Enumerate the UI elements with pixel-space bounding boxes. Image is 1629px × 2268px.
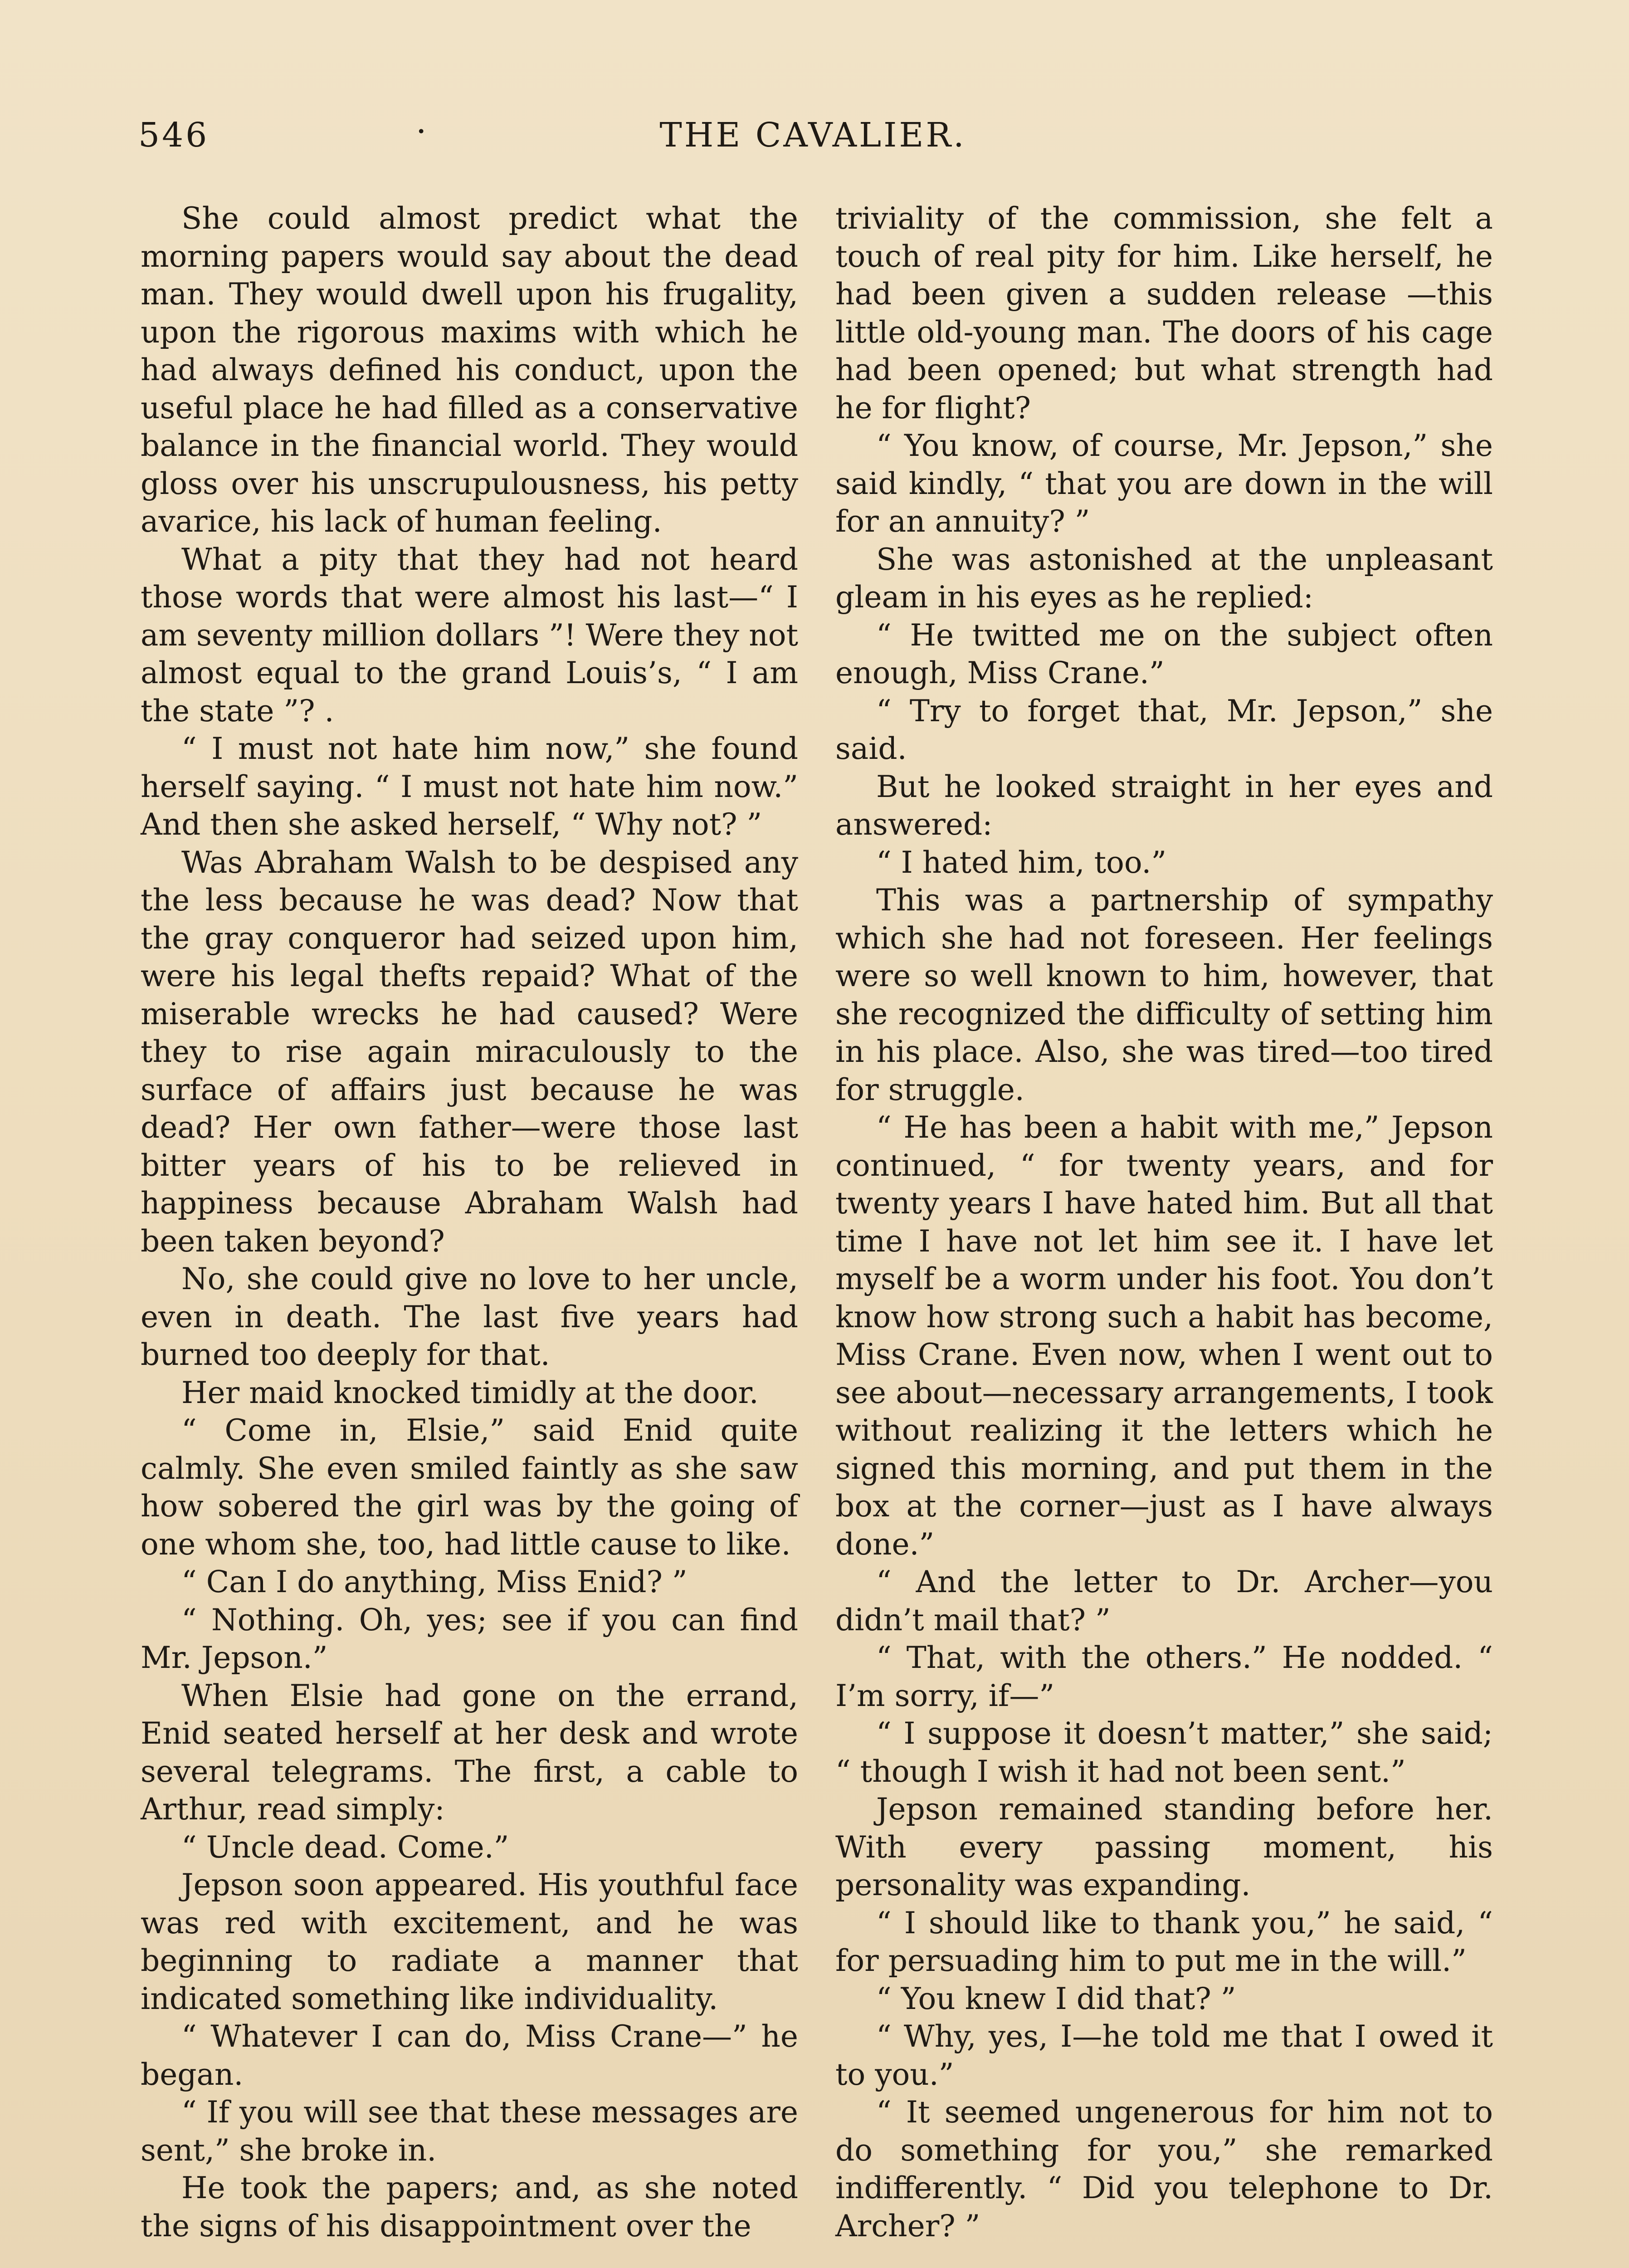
- paragraph: Jepson soon appeared. His youthful face was red with excitement, and he was beginning to radiate a manner that indicated something like individuality.: [141, 1867, 798, 2016]
- paragraph: She was astonished at the unpleasant gleam in his eyes as he replied:: [835, 542, 1493, 615]
- paragraph: “ If you will see that these messages are sent,” she broke in.: [141, 2095, 798, 2168]
- paragraph: What a pity that they had not heard those words that were almost his last—“ I am seventy million dollars ”! Were they not almost equal to the grand Louis’s, “ I am the state ”? .: [141, 542, 798, 728]
- paragraph: “ I should like to thank you,” he said, “ for persuading him to put me in the will.”: [835, 1905, 1493, 1978]
- paragraph: “ I must not hate him now,” she found herself saying. “ I must not hate him now.” And then she asked herself, “ Why not? ”: [141, 731, 798, 842]
- paragraph-continued: triviality of the commission, she felt a touch of real pity for him. Like herself, he had been given a sudden release —this little old-young man. The doors of his cage had been opened; but what strength had he for flight?: [835, 201, 1493, 425]
- paragraph: He took the papers; and, as she noted the signs of his disappointment over the: [141, 2170, 798, 2244]
- running-header: [138, 112, 1488, 170]
- paragraph: She could almost predict what the morning papers would say about the dead man. They would dwell upon his frugality, upon the rigorous maxims with which he had always defined his conduct, upon the useful place he had filled as a conservative balance in the financial world. They would gloss over his unscrupulousness, his petty avarice, his lack of human feeling.: [141, 201, 798, 539]
- left-text-column: [141, 200, 798, 2245]
- paragraph: “ He twitted me on the subject often enough, Miss Crane.”: [835, 617, 1493, 690]
- paragraph: But he looked straight in her eyes and answered:: [835, 769, 1493, 842]
- paragraph: Was Abraham Walsh to be despised any the less because he was dead? Now that the gray conqueror had seized upon him, were his legal thefts repaid? What of the miserable wrecks he had caused? Were they to rise again miraculously to the surface of affairs just because he was dead? Her own father—were those last bitter years of his to be relieved in happiness because Abraham Walsh had been taken beyond?: [141, 845, 798, 1259]
- paragraph: “ Nothing. Oh, yes; see if you can find Mr. Jepson.”: [141, 1602, 798, 1675]
- paragraph: “ I suppose it doesn’t matter,” she said; “ though I wish it had not been sent.”: [835, 1716, 1493, 1789]
- paragraph: Jepson remained standing before her. With every passing moment, his personality was expanding.: [835, 1792, 1493, 1902]
- paragraph: “ That, with the others.” He nodded. “ I’m sorry, if—”: [835, 1640, 1493, 1713]
- page-number: 546: [138, 116, 210, 155]
- paragraph: When Elsie had gone on the errand, Enid seated herself at her desk and wrote several telegrams. The first, a cable to Arthur, read simply:: [141, 1678, 798, 1827]
- paragraph: No, she could give no love to her uncle, even in death. The last five years had burned too deeply for that.: [141, 1261, 798, 1372]
- paragraph: “ Try to forget that, Mr. Jepson,” she said.: [835, 693, 1493, 766]
- right-text-column: [835, 200, 1493, 2245]
- paragraph: Her maid knocked timidly at the door.: [181, 1375, 759, 1410]
- paragraph: “ It seemed ungenerous for him not to do something for you,” she remarked indifferently. “ Did you telephone to Dr. Archer? ”: [835, 2095, 1493, 2244]
- paragraph: “ You know, of course, Mr. Jepson,” she said kindly, “ that you are down in the will for an annuity? ”: [835, 428, 1493, 539]
- paragraph: “ Why, yes, I—he told me that I owed it to you.”: [835, 2019, 1493, 2092]
- paragraph: “ Uncle dead. Come.”: [181, 1829, 509, 1865]
- paragraph: “ I hated him, too.”: [876, 845, 1167, 880]
- paragraph: This was a partnership of sympathy which she had not foreseen. Her feelings were so well known to him, however, that she recognized the difficulty of setting him in his place. Also, she was tired—too tired for struggle.: [835, 883, 1493, 1107]
- journal-title: THE CAVALIER.: [659, 116, 966, 155]
- paragraph: “ Can I do anything, Miss Enid? ”: [181, 1564, 688, 1599]
- paragraph: “ And the letter to Dr. Archer—you didn’t mail that? ”: [835, 1564, 1493, 1637]
- paragraph: “ Whatever I can do, Miss Crane—” he began.: [141, 2019, 798, 2092]
- paragraph: “ You knew I did that? ”: [876, 1981, 1236, 2016]
- paragraph: “ He has been a habit with me,” Jepson continued, “ for twenty years, and for twenty years I have hated him. But all that time I have not let him see it. I have let myself be a worm under his foot. You don’t know how strong such a habit has become, Miss Crane. Even now, when I went out to see about—necessary arrangements, I took without realizing it the letters which he signed this morning, and put them in the box at the corner—just as I have always done.”: [835, 1110, 1493, 1562]
- paragraph: “ Come in, Elsie,” said Enid quite calmly. She even smiled faintly as she saw how sobered the girl was by the going of one whom she, too, had little cause to like.: [141, 1413, 798, 1562]
- header-separator: ·: [416, 112, 429, 151]
